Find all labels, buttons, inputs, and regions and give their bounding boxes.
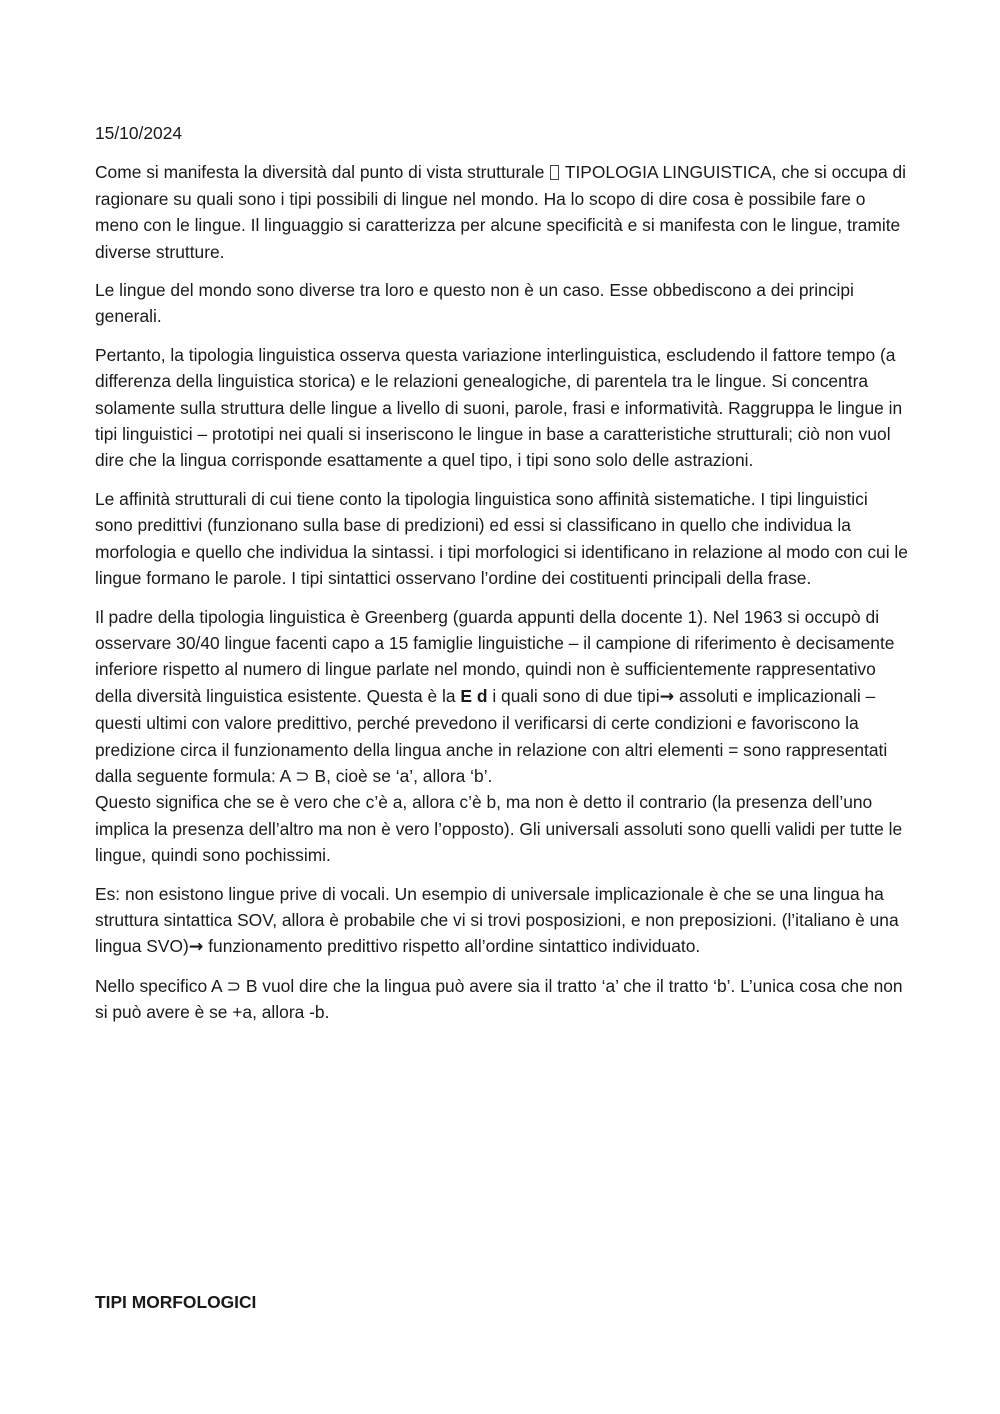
paragraph-5-text-c: assoluti e implicazionali – questi ultimi con valore predittivo, perché prevedono il verificarsi di certe condizioni e favoriscono la predizione circa il funzionamento della lingua anche in relazione con altri elementi = sono rappresentati dalla seguente formula: A ⊃ B, cioè se ‘a’, allora ‘b’.	[95, 685, 888, 786]
paragraph-7	[95, 881, 910, 961]
arrow-right-icon: →	[188, 937, 204, 958]
paragraph-7-text-a: Es: non esistono lingue prive di vocali. Un esempio di universale implicazionale è che se una lingua ha struttura sintattica SOV, allora è probabile che vi si trovi posposizioni, e non preposizioni. (l’italiano è una lingua SVO)	[95, 883, 899, 957]
paragraph-8: Nello specifico A ⊃ B vuol dire che la lingua può avere sia il tratto ‘a’ che il tratto ‘b’. L’unica cosa che non si può avere è se +a, allora -b.	[95, 975, 903, 1023]
missing-glyph-icon	[550, 165, 559, 180]
arrow-right-icon: →	[659, 686, 675, 707]
paragraph-7-text-b: funzionamento predittivo rispetto all’ordine sintattico individuato.	[208, 936, 701, 957]
paragraph-1-text-b: TIPOLOGIA LINGUISTICA, che si occupa di ragionare su quali sono i tipi possibili di lingue nel mondo. Ha lo scopo di dire cosa è possibile fare o meno con le lingue. Il linguaggio si caratterizza per alcune specificità e si manifesta con le lingue, tramite diverse strutture.	[95, 162, 907, 262]
paragraph-1	[95, 159, 910, 265]
paragraph-5-text-b: i quali sono di due tipi	[492, 685, 660, 706]
paragraph-1-text-a: Come si manifesta la diversità dal punto di vista strutturale	[95, 162, 545, 183]
section-heading: TIPI MORFOLOGICI	[95, 1292, 257, 1312]
paragraph-5-text-a: Il padre della tipologia linguistica è Greenberg (guarda appunti della docente 1). Nel 1963 si occupò di osservare 30/40 lingue facenti capo a 15 famiglie linguistiche – il campione di riferimento è decisamente inferiore rispetto al numero di lingue parlate nel mondo, quindi non è sufficientemente rappresentativo della diversità linguistica esistente. Questa è la	[95, 606, 895, 706]
date: 15/10/2024	[95, 123, 183, 143]
paragraph-5	[95, 604, 910, 790]
paragraph-2: Le lingue del mondo sono diverse tra loro e questo non è un caso. Esse obbediscono a dei principi generali.	[95, 280, 854, 327]
paragraph-5-bold: E d	[460, 685, 488, 706]
paragraph-6: Questo significa che se è vero che c’è a, allora c’è b, ma non è detto il contrario (la presenza dell’uno implica la presenza dell’altro ma non è vero l’opposto). Gli universali assoluti sono quelli validi per tutte le lingue, quindi sono pochissimi.	[95, 792, 903, 866]
document-body	[95, 120, 910, 1038]
paragraph-4: Le affinità strutturali di cui tiene conto la tipologia linguistica sono affinità sistematiche. I tipi linguistici sono predittivi (funzionano sulla base di predizioni) ed essi si classificano in quello che individua la morfologia e quello che individua la sintassi. i tipi morfologici si identificano in relazione al modo con cui le lingue formano le parole. I tipi sintattici osservano l’ordine dei costituenti principali della frase.	[95, 488, 908, 589]
paragraph-3: Pertanto, la tipologia linguistica osserva questa variazione interlinguistica, escludendo il fattore tempo (a differenza della linguistica storica) e le relazioni genealogiche, di parentela tra le lingue. Si concentra solamente sulla struttura delle lingue a livello di suoni, parole, frasi e informatività. Raggruppa le lingue in tipi linguistici – prototipi nei quali si inseriscono le lingue in base a caratteristiche strutturali; ciò non vuol dire che la lingua corrisponde esattamente a quel tipo, i tipi sono solo delle astrazioni.	[95, 344, 903, 471]
